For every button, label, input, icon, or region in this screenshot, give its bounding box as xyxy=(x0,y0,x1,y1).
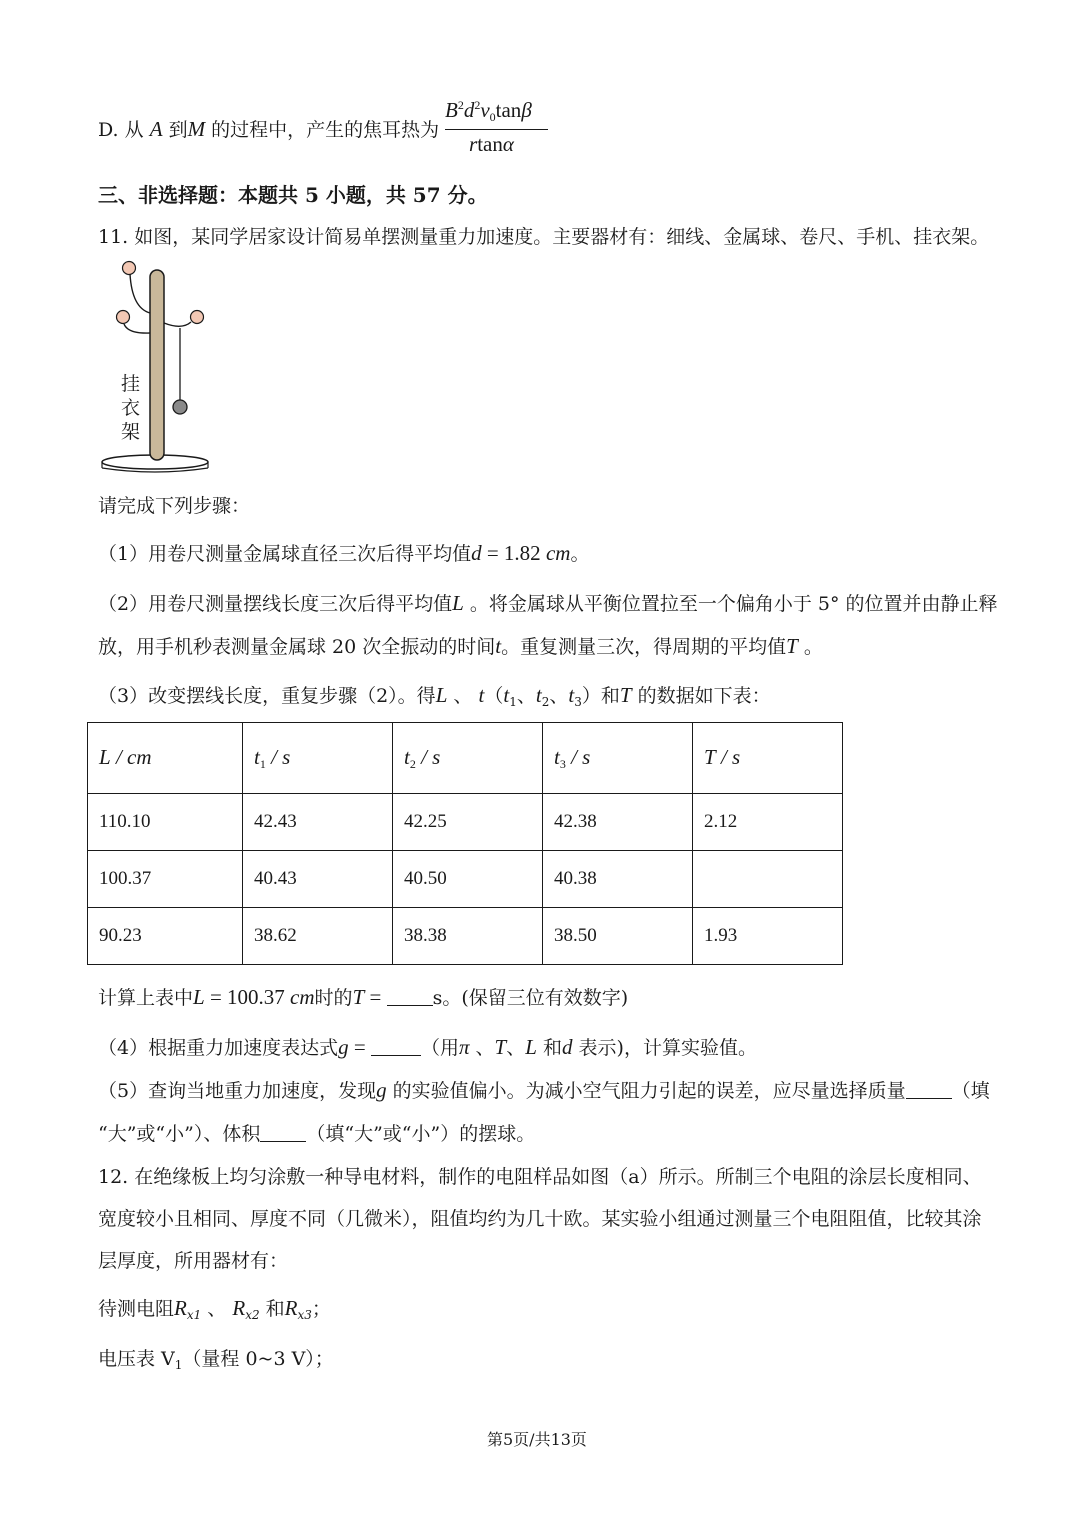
resistor-r2: R xyxy=(232,1296,246,1320)
section-heading: 三、非选择题：本题共 5 小题，共 57 分。 xyxy=(98,183,488,207)
header-main: T xyxy=(704,744,716,769)
table-cell: 100.37 xyxy=(88,851,243,908)
step3-var-l: L xyxy=(435,683,448,707)
step3-var-t1: t xyxy=(503,683,510,707)
table-cell-blank xyxy=(693,851,843,908)
q11-prompt: 请完成下列步骤： xyxy=(98,495,251,517)
option-d xyxy=(98,115,439,142)
table-header-cell xyxy=(393,723,543,794)
step2-text: （2）用卷尺测量摆线长度三次后得平均值 xyxy=(98,593,453,615)
calc-var-l: L xyxy=(193,985,205,1009)
q11-step2-line1 xyxy=(98,589,998,616)
den-r: r xyxy=(469,132,478,156)
resistors-and: 和 xyxy=(265,1298,285,1320)
calc-end: s。(保留三位有效数字) xyxy=(432,987,629,1009)
table-cell: 40.38 xyxy=(543,851,693,908)
hook-right xyxy=(164,322,191,326)
table-header-cell xyxy=(543,723,693,794)
num-tan: tan xyxy=(495,98,522,122)
den-alpha: α xyxy=(502,132,514,156)
step5-text: （5）查询当地重力加速度，发现 xyxy=(98,1080,377,1102)
page-footer: 第5页/共13页 xyxy=(487,1430,587,1449)
coat-rack-label-char: 架 xyxy=(121,421,141,443)
step1-value: = 1.82 xyxy=(481,541,546,565)
metal-ball xyxy=(173,400,187,414)
header-main: L xyxy=(99,744,111,769)
header-sub: 2 xyxy=(409,756,416,771)
voltmeter-text: 电压表 V xyxy=(98,1348,175,1370)
step5-line2-text: “大”或“小”）、体积 xyxy=(98,1123,261,1145)
hook-knob-lower-left xyxy=(117,311,130,324)
q11-step5-line1 xyxy=(98,1076,990,1103)
num-beta: β xyxy=(521,98,532,122)
table-header-cell xyxy=(693,723,843,794)
header-unit: / s xyxy=(265,744,291,769)
calc-value: = 100.37 xyxy=(204,985,291,1009)
q12-line2: 宽度较小且相同、厚度不同（几微米），阻值均约为几十欧。某实验小组通过测量三个电阻阻值，比较其涂 xyxy=(98,1208,982,1230)
table-row xyxy=(88,908,843,965)
step3-text: （3）改变摆线长度，重复步骤（2）。得 xyxy=(98,685,436,707)
header-unit: / cm xyxy=(110,744,152,769)
hook-top-left xyxy=(130,274,150,313)
coat-rack-pendulum-figure xyxy=(98,258,214,476)
num-b-exp: 2 xyxy=(457,98,464,112)
step3-var-t3: t xyxy=(568,683,575,707)
table-cell: 38.38 xyxy=(393,908,543,965)
header-main: t xyxy=(404,744,410,769)
point-m: M xyxy=(187,117,206,141)
step3-paren-close: ）和 xyxy=(581,685,620,707)
resistors-text: 待测电阻 xyxy=(98,1298,175,1320)
step4-var-g: g xyxy=(338,1035,349,1059)
step3-t2-sub: 2 xyxy=(541,695,550,709)
num-d: d xyxy=(463,98,475,122)
step5-mid: 的实验值偏小。为减小空气阻力引起的误差，应尽量选择质量 xyxy=(392,1080,906,1102)
table-cell: 40.50 xyxy=(393,851,543,908)
coat-rack-label-char: 衣 xyxy=(121,397,141,419)
step2-text-cont: 。将金属球从平衡位置拉至一个偏角小于 5° 的位置并由静止释 xyxy=(469,593,998,615)
table-cell: 90.23 xyxy=(88,908,243,965)
step1-text: （1）用卷尺测量金属球直径三次后得平均值 xyxy=(98,543,472,565)
table-cell: 42.43 xyxy=(243,794,393,851)
table-cell: 110.10 xyxy=(88,794,243,851)
table-cell: 42.38 xyxy=(543,794,693,851)
num-b: B xyxy=(445,98,458,122)
step3-sep: 、 xyxy=(516,685,536,707)
resistors-end: ； xyxy=(311,1298,331,1320)
num-v-sub: 0 xyxy=(489,110,496,124)
table-row xyxy=(88,851,843,908)
q11-intro: 11. 如图，某同学居家设计简易单摆测量重力加速度。主要器材有：细线、金属球、卷尺、手机、挂衣架。 xyxy=(98,226,990,248)
option-d-to: 到 xyxy=(168,119,188,141)
voltmeter-sub: 1 xyxy=(174,1358,183,1372)
resistor-r1: R xyxy=(174,1296,187,1320)
fraction-numerator xyxy=(445,98,532,125)
table-cell: 2.12 xyxy=(693,794,843,851)
q11-step4 xyxy=(98,1033,757,1060)
option-d-prefix: D. 从 xyxy=(98,119,144,141)
q11-step1 xyxy=(98,539,589,566)
table-header-row xyxy=(88,723,843,794)
step3-var-t: t xyxy=(478,683,485,707)
header-unit: / s xyxy=(415,744,441,769)
answer-blank[interactable] xyxy=(260,1123,306,1142)
fraction-bar xyxy=(445,129,548,130)
resistors-sep: 、 xyxy=(207,1298,227,1320)
den-tan: tan xyxy=(477,132,503,156)
resistor-sub3: x3 xyxy=(297,1308,312,1322)
calc-eq: = xyxy=(364,985,387,1009)
step3-t1-sub: 1 xyxy=(509,695,517,709)
step4-var-pi: π xyxy=(458,1035,470,1059)
resistor-sub1: x1 xyxy=(186,1308,202,1322)
step2-var-l: L xyxy=(452,591,464,615)
header-sub: 1 xyxy=(259,756,266,771)
calc-unit: cm xyxy=(290,985,315,1009)
step4-and: 和 xyxy=(542,1037,562,1059)
table-cell: 40.43 xyxy=(243,851,393,908)
table-header-cell xyxy=(88,723,243,794)
step3-end: 的数据如下表： xyxy=(637,685,771,707)
step2-line2-text: 放，用手机秒表测量金属球 20 次全振动的时间 xyxy=(98,636,496,658)
num-v: v xyxy=(480,98,490,122)
step2-line2-end: 。 xyxy=(803,636,823,658)
step3-sep: 、 xyxy=(549,685,569,707)
step2-line2-mid: 。重复测量三次，得周期的平均值 xyxy=(501,636,787,658)
hook-lower-left xyxy=(124,324,150,333)
calc-mid: 时的 xyxy=(314,987,353,1009)
q11-calc xyxy=(98,983,628,1010)
step5-end: （填 xyxy=(951,1080,990,1102)
step4-var-d: d xyxy=(562,1035,573,1059)
answer-blank[interactable] xyxy=(371,1037,421,1056)
table-cell: 1.93 xyxy=(693,908,843,965)
step2-var-t: t xyxy=(495,634,502,658)
step4-var-period: T xyxy=(494,1035,507,1059)
table-cell: 38.62 xyxy=(243,908,393,965)
table-cell: 38.50 xyxy=(543,908,693,965)
answer-blank[interactable] xyxy=(387,987,433,1006)
pendulum-data-table xyxy=(87,722,843,965)
hook-knob-top-left xyxy=(123,262,136,275)
resistor-sub2: x2 xyxy=(245,1308,260,1322)
step2-var-period: T xyxy=(786,634,798,658)
answer-blank[interactable] xyxy=(906,1080,952,1099)
hook-knob-right xyxy=(191,311,204,324)
step4-mid: （用 xyxy=(420,1037,459,1059)
q11-step3 xyxy=(98,681,771,709)
resistor-r3: R xyxy=(284,1296,298,1320)
q12-line3: 层厚度，所用器材有： xyxy=(98,1250,289,1272)
step4-sep: 、 xyxy=(475,1037,495,1059)
step1-end: 。 xyxy=(570,543,590,565)
q12-line1: 12. 在绝缘板上均匀涂敷一种导电材料，制作的电阻样品如图（a）所示。所制三个电阻的涂层长度相同、 xyxy=(98,1166,982,1188)
step3-var-period: T xyxy=(619,683,632,707)
coat-rack-label xyxy=(121,372,145,444)
q11-step2-line2 xyxy=(98,632,823,659)
step3-sep: 、 xyxy=(453,685,473,707)
q11-step5-line2 xyxy=(98,1119,535,1146)
header-main: t xyxy=(554,744,560,769)
step4-var-l: L xyxy=(525,1035,537,1059)
step4-sep: 、 xyxy=(506,1037,526,1059)
fraction-denominator xyxy=(469,132,514,157)
option-d-text: 的过程中，产生的焦耳热为 xyxy=(211,119,440,141)
step4-text: （4）根据重力加速度表达式 xyxy=(98,1037,339,1059)
point-a: A xyxy=(149,117,163,141)
step3-t3-sub: 3 xyxy=(574,695,582,709)
coat-rack-label-char: 挂 xyxy=(121,373,141,395)
header-main: t xyxy=(254,744,260,769)
voltmeter-range: （量程 0~3 V）； xyxy=(182,1348,334,1370)
calc-var-period: T xyxy=(352,985,365,1009)
header-unit: / s xyxy=(565,744,591,769)
step3-var-t2: t xyxy=(535,683,542,707)
calc-text: 计算上表中 xyxy=(98,987,194,1009)
header-sub: 3 xyxy=(559,756,566,771)
table-header-cell xyxy=(243,723,393,794)
step1-unit: cm xyxy=(545,541,571,565)
q12-voltmeter xyxy=(98,1344,334,1372)
rack-pole xyxy=(150,270,164,460)
step4-eq: = xyxy=(348,1035,371,1059)
step4-end: 表示)，计算实验值。 xyxy=(578,1037,757,1059)
step5-line2-end: （填“大”或“小”）的摆球。 xyxy=(306,1123,536,1145)
q12-resistors xyxy=(98,1294,331,1322)
step5-var-g: g xyxy=(376,1078,387,1102)
step3-paren-open: （ xyxy=(484,685,504,707)
num-d-exp: 2 xyxy=(474,98,481,112)
step1-var-d: d xyxy=(471,541,482,565)
header-unit: / s xyxy=(715,744,741,769)
table-cell: 42.25 xyxy=(393,794,543,851)
table-row xyxy=(88,794,843,851)
